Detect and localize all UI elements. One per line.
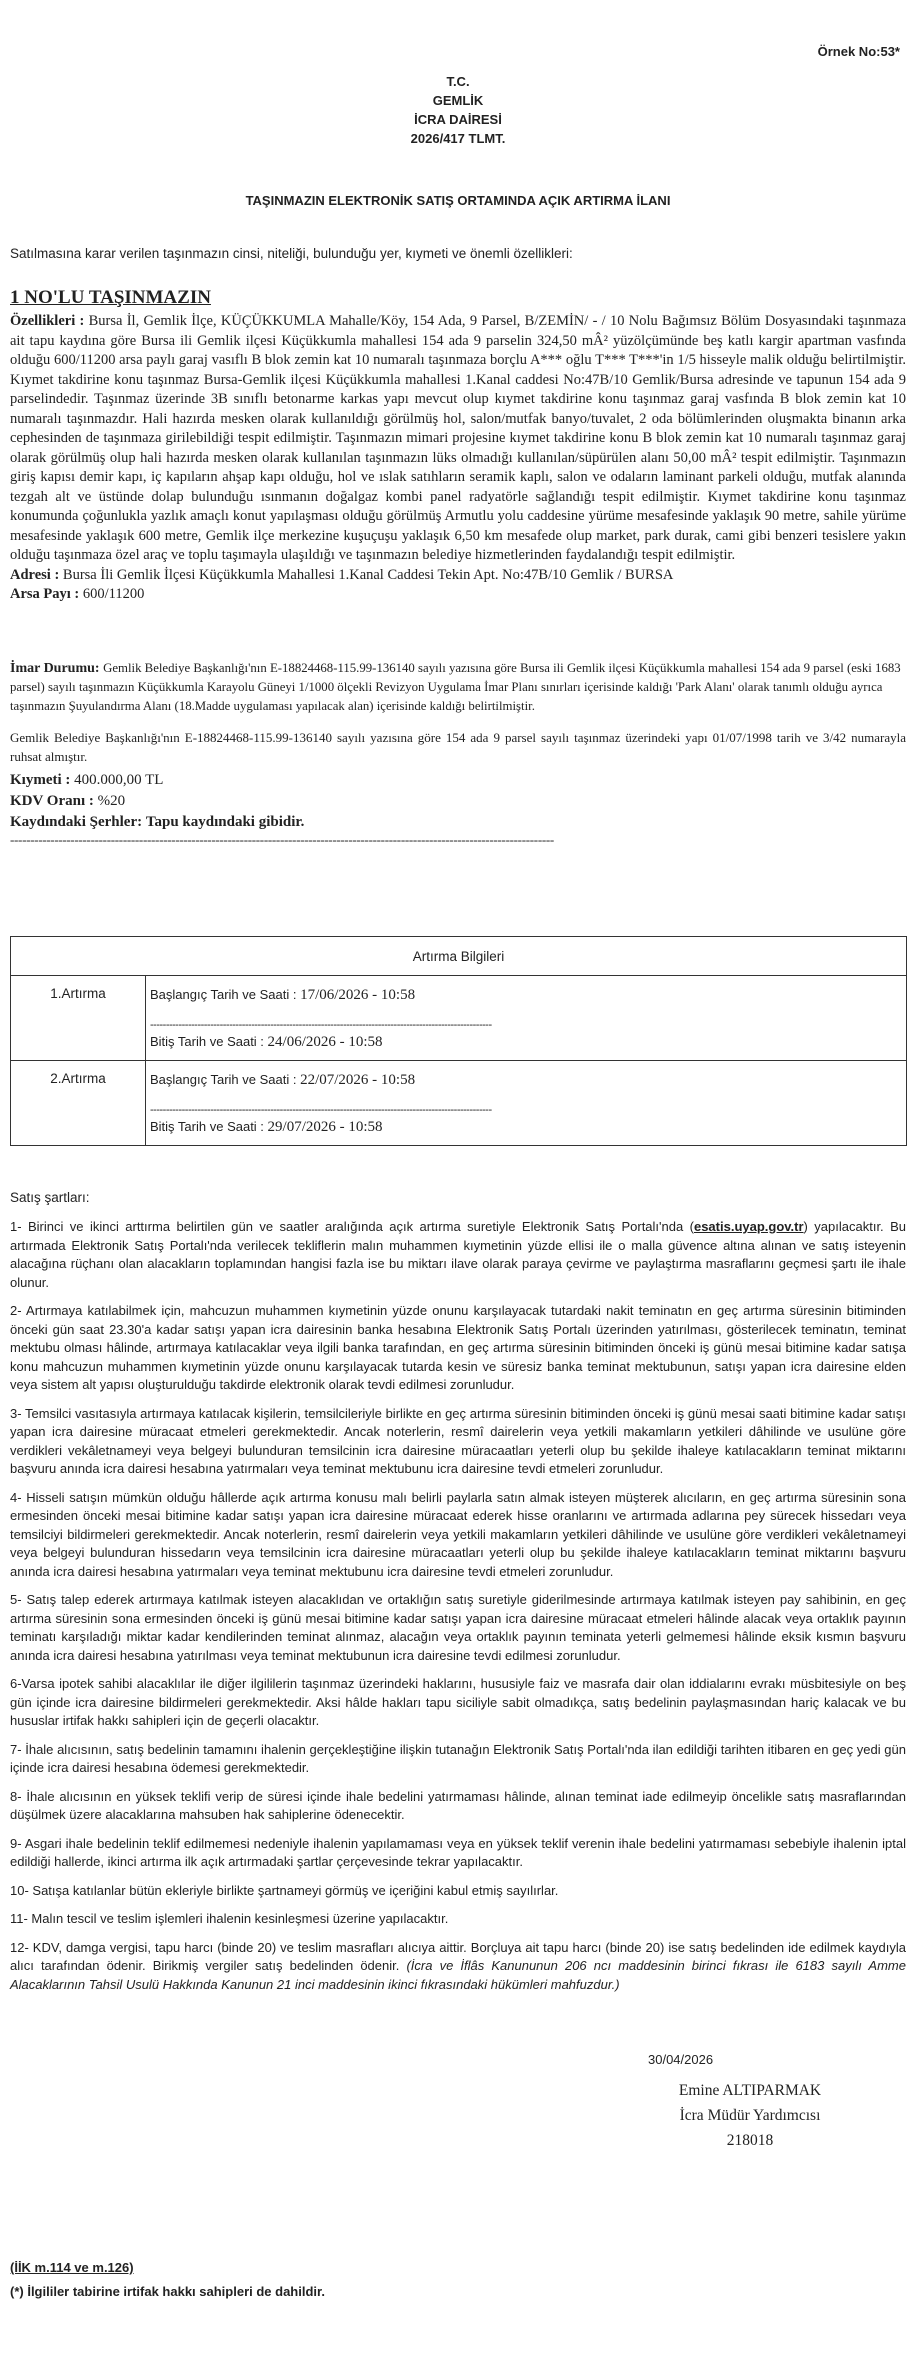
start-value: 22/07/2026 - 10:58	[300, 1072, 416, 1088]
signature-block	[630, 2078, 870, 2153]
auction-start	[150, 1072, 415, 1089]
header-tc: T.C.	[446, 74, 470, 89]
value-label: Kıymeti :	[10, 772, 71, 788]
property-share	[10, 585, 906, 605]
auction-end	[150, 1119, 383, 1136]
condition-1-post: ) yapılacaktır. Bu artırmada Elektronik Satış Portalı'nda verilecek tekliflerin malın muhammen kıymetinin yüzde ellisi ile o malla güvence altına alınan ve satış isteyenin alacağına rüçhanı olan alacakların toplamından hangisi fazla ise bu miktarı ilave olarak paraya çevirme ve paylaştırma masraflarını geçmesi şartı ile ihale olunur.	[10, 1219, 906, 1290]
condition-4: 4- Hisseli satışın mümkün olduğu hâllerde açık artırma konusu malı belirli paylarla satın almak isteyen müşterek alıcıların, en geç artırma süresinin sona ermesinden önceki mesai bitimine kadar satışı yapan icra dairesine müracaat ederek hisse oranlarını ve artırmada adlarına pey sürecek hissedarı veya temsilciyi bildirmeleri gerekmektedir. Ancak noterlerin, resmî dairelerin veya yetkili makamların yetkileri dâhilinde ve usulüne göre verdikleri vekâletnameyi veya belgeyi bulunduran hissedarın veya temsilcinin icra dairesine müracaatları yeterli olup bu şekilde ihaleye katılacakların teminat miktarını başvuru anında icra dairesi hesabına yatırmaları veya teminat mektubunu icra dairesine tevdi etmeleri zorunludur.	[10, 1489, 906, 1579]
conditions-title: Satış şartları:	[10, 1190, 90, 1205]
property-value	[10, 770, 304, 791]
kdv-label: KDV Oranı :	[10, 793, 94, 809]
auction-table	[10, 936, 907, 1146]
property-kdv	[10, 791, 304, 812]
property-address	[10, 566, 906, 586]
end-label: Bitiş Tarih ve Saati :	[150, 1119, 264, 1134]
condition-12	[10, 1939, 906, 1995]
condition-10: 10- Satışa katılanlar bütün ekleriyle birlikte şartnameyi görmüş ve içeriğini kabul etmiş sayılırlar.	[10, 1882, 559, 1898]
auction-start	[150, 987, 415, 1004]
footer-note: (*) İlgililer tabirine irtifak hakkı sahipleri de dahildir.	[10, 2284, 325, 2299]
value-text: 400.000,00 TL	[74, 772, 164, 788]
document-date: 30/04/2026	[648, 2052, 714, 2067]
property-title: 1 NO'LU TAŞINMAZIN	[10, 287, 211, 308]
zoning-text: Gemlik Belediye Başkanlığı'nın E-18824468-115.99-136140 sayılı yazısına göre Bursa ili Gemlik ilçesi Küçükkumla mahallesi 154 ada 9 parsel (eski 1683 parsel) sayılı taşınmazın Küçükkumla Karayolu Güneyi 1/1000 ölçekli Revizyon Uygulama İmar Planı sınırları içerisinde kaldığı 'Park Alanı' olarak tanımlı olduğu ayrıca taşınmazın Şuyulandırma Alanı (18.Madde uygulaması yapılacak alan) içerisinde kaldığı belirtilmiştir.	[10, 661, 901, 713]
signer-name: Emine ALTIPARMAK	[678, 2082, 822, 2099]
condition-1-pre: 1- Birinci ve ikinci arttırma belirtilen gün ve saatler aralığında açık artırma suretiyle Elektronik Satış Portalı'nda (	[10, 1219, 694, 1234]
building-permit-text: Gemlik Belediye Başkanlığı'nın E-18824468-115.99-136140 sayılı yazısına göre 154 ada 9 parsel sayılı taşınmaz üzerindeki yapı 01/07/1998 tarih ve 3/42 numarayla ruhsat almıştır.	[10, 730, 906, 764]
condition-12-italic: (İcra ve İflâs Kanununun 206 ncı maddesinin birinci fıkrası ile 6183 sayılı Amme Alacaklarının Tahsil Usulü Hakkında Kanunun 21 inci maddesinin ikinci fıkrasındaki hükümleri mahfuzdur.)	[10, 1958, 906, 1992]
signer-title: İcra Müdür Yardımcısı	[679, 2107, 821, 2124]
document-header	[10, 72, 906, 148]
announcement-title: TAŞINMAZIN ELEKTRONİK SATIŞ ORTAMINDA AÇIK ARTIRMA İLANI	[245, 193, 671, 208]
property-details	[10, 312, 906, 605]
sample-number: Örnek No:53*	[817, 44, 900, 59]
address-label: Adresi :	[10, 566, 60, 583]
intro-text: Satılmasına karar verilen taşınmazın cinsi, niteliği, bulunduğu yer, kıymeti ve önemli özellikleri:	[10, 246, 573, 261]
start-label: Başlangıç Tarih ve Saati :	[150, 987, 297, 1002]
start-label: Başlangıç Tarih ve Saati :	[150, 1072, 297, 1087]
divider-dashes: ---------------------------------------------------------------------------------------------------------------------------------------	[10, 832, 554, 847]
end-label: Bitiş Tarih ve Saati :	[150, 1034, 264, 1049]
condition-3: 3- Temsilci vasıtasıyla artırmaya katılacak kişilerin, temsilcileriyle birlikte en geç artırma süresinin bitiminden önceki iş günü mesai saati bitimine kadar satışı yapan icra dairesine müracaat etmeleri gerekmektedir. Ancak noterlerin, resmî dairelerin veya yetkili makamların yetkileri dâhilinde ve usulüne göre verdikleri vekâletnameyi veya belgeyi bulunduran temsilcinin icra dairesine müracaatları yeterli olup bu şekilde ihaleye katılacakların teminat miktarını başvuru anında icra dairesi hesabına yatırmaları veya teminat mektubunu icra dairesine tevdi etmeleri zorunludur.	[10, 1405, 906, 1476]
condition-12-text: 12- KDV, damga vergisi, tapu harcı (binde 20) ve teslim masrafları alıcıya aittir. Borçluya ait tapu harcı (binde 20) ise satış bedelinden ide edilmek kaydıyla alıcı tarafından ödenir. Birikmiş vergiler satış bedelinden ödenir.	[10, 1939, 906, 1973]
condition-6: 6-Varsa ipotek sahibi alacaklılar ile diğer ilgililerin taşınmaz üzerindeki haklarını, hususiyle faiz ve masrafa dair olan iddialarını evrakı müsbitesiyle on beş gün içinde icra dairesine bildirmeleri gerekmektedir. Aksi hâlde hakları tapu siciliyle sabit olmadıkça, satış bedelinin paylaşmasından hariç kalacak ve bu hususlar irtifak hakkı sahipleri için de geçerli olacaktır.	[10, 1676, 906, 1728]
zoning-status	[10, 659, 906, 716]
serh-label: Kaydındaki Şerhler:	[10, 814, 143, 830]
features-text: Bursa İl, Gemlik İlçe, KÜÇÜKKUMLA Mahalle/Köy, 154 Ada, 9 Parsel, B/ZEMİN/ - / 10 Nolu Bağımsız Bölüm Dosyasındaki taşınmaza ait tapu kaydına göre Bursa ili Gemlik ilçesi Küçükkumla mahallesi 154 ada 9 parselin 324,50 mÂ² yüzölçümünde beş katlı kargir apartman vasfında olduğu 600/11200 arsa paylı garaj vasıflı B blok zemin kat 10 numaralı taşınmaza borçlu A*** oğlu T*** T***'in 1/5 hisseyle malik olduğu belirtilmiştir. Kıymet takdirine konu taşınmaz Bursa-Gemlik ilçesi Küçükkumla mahallesi 1.Kanal caddesi No:47B/10 Gemlik/Bursa adresinde ve tapunun 154 ada 9 parselindedir. Taşınmaz üzerinde 3B sınıflı betonarme karkas yapı mevcut olup kıymet takdirine konu taşınmaz garaj vasfında B blok zemin kat 10 numaralı taşınmazdır. Hali hazırda mesken olarak kullanıldığı görülmüş hol, salon/mutfak banyo/tuvalet, 2 oda bölümlerinden oluşmakta binanın arka cephesinden de taşınmaza girilebildiği tespit edilmiştir. Taşınmazın mimari projesine kıymet takdirine konu B blok zemin kat 10 numaralı taşınmaz garaj olarak görülmüş olup hali hazırda mesken olarak kullanılan taşınmazın lüks olmadığı kullanılan/süpürülen alanı 50,00 mÂ² tespit edilmiştir. Taşınmazın giriş kapısı demir kapı, iç kapıların ahşap kapı olduğu, hol ve ıslak satıhların seramik kaplı, salon ve odaların laminant parkeli olduğu, mutfak alanında tezgah alt ve üstünde dolap bulunduğu ısınmanın doğalgaz kombi panel radyatörle sağlandığı tespit edilmiştir. Kıymet takdirine konu taşınmaz konumunda çoğunlukla yazlık amaçlı konut yapılaşması olduğu görülmüş Armutlu yolu caddesine yürüme mesafesinde yaklaşık 90 metre, sahile yürüme mesafesinde yaklaşık 600 metre, Gemlik ilçe merkezine kuşuçuşu yaklaşık 6,50 km mesafede olup market, park durak, cami gibi benzeri tesislere yakın olduğu taşınmaza özel araç ve toplu taşımayla ulaşıldığı ve taşınmazın belediye hizmetlerinden faydalandığı tespit edilmiştir.	[10, 313, 907, 563]
property-values	[10, 770, 304, 833]
features-label: Özellikleri :	[10, 313, 85, 329]
property-features	[10, 312, 906, 566]
property-annotations	[10, 812, 304, 833]
serh-text: Tapu kaydındaki gibidir.	[145, 814, 305, 830]
auction-label: 2.Artırma	[11, 1061, 146, 1146]
condition-8: 8- İhale alıcısının en yüksek teklifi verip de süresi içinde ihale bedelini yatırmaması hâlinde, alınan teminat iade edilmeyip öncelikle satış masraflarından düşülmek üzere alacaklarına mahsuben hak sahiplerine ödenecektir.	[10, 1788, 906, 1822]
header-office: İCRA DAİRESİ	[414, 112, 502, 127]
header-file-number: 2026/417 TLMT.	[410, 131, 506, 146]
end-value: 24/06/2026 - 10:58	[267, 1034, 383, 1050]
auction-separator: ------------------------------------------------------------------------------------------------------------	[150, 1019, 492, 1031]
condition-2: 2- Artırmaya katılabilmek için, mahcuzun muhammen kıymetinin yüzde onunu karşılayacak tutardaki nakit teminatın en geç artırma süresinin bitiminden önceki gün saat 23.30'a kadar satışı yapan icra dairesinin banka hesabına Elektronik Satış Portalı üzerinden yatırılması, gösterilecek teminatın, teminat mektubu olması hâlinde, artırmaya katılacaklar veya ilgili banka tarafından, en geç artırma süresinin bitiminden önceki iş günü mesai bitimine kadar satışa konu mahcuzun muhammen kıymetinin yüzde onunu karşılayacak tutarda kesin ve süresiz banka teminat mektubunun, satışı yapan icra dairesine elden veya sistem alt yapısı oluşturulduğu takdirde elektronik olarak tevdi edilmesi zorunludur.	[10, 1303, 906, 1392]
condition-9: 9- Asgari ihale bedelinin teklif edilmemesi nedeniyle ihalenin yapılamaması veya en yüksek teklif verenin ihale bedelini yatırmaması sebebiyle ihalenin iptal edildiği hallerde, ikinci artırma ilk açık artırmadaki şartlar çerçevesinde tekrar yapılacaktır.	[10, 1835, 906, 1869]
esatis-link[interactable]: esatis.uyap.gov.tr	[693, 1219, 804, 1234]
zoning-label: İmar Durumu:	[10, 661, 100, 676]
address-text: Bursa İli Gemlik İlçesi Küçükkumla Mahallesi 1.Kanal Caddesi Tekin Apt. No:47B/10 Gemlik / BURSA	[62, 566, 674, 583]
auction-table-title: Artırma Bilgileri	[11, 937, 907, 976]
end-value: 29/07/2026 - 10:58	[267, 1119, 383, 1135]
kdv-text: %20	[97, 793, 126, 809]
auction-label: 1.Artırma	[11, 976, 146, 1061]
header-city: GEMLİK	[432, 93, 484, 108]
law-reference: (İİK m.114 ve m.126)	[10, 2260, 134, 2275]
auction-dates	[146, 1061, 907, 1146]
auction-row	[11, 976, 907, 1061]
auction-dates	[146, 976, 907, 1061]
auction-separator: ------------------------------------------------------------------------------------------------------------	[150, 1104, 492, 1116]
start-value: 17/06/2026 - 10:58	[300, 987, 416, 1003]
condition-7: 7- İhale alıcısının, satış bedelinin tamamını ihalenin gerçekleştiğine ilişkin tutanağın Elektronik Satış Portalı'nda ilan edildiği tarihten itibaren en geç yedi gün içinde icra dairesi hesabına ödemesi gerekmektedir.	[10, 1741, 906, 1775]
auction-end	[150, 1034, 383, 1051]
condition-11: 11- Malın tescil ve teslim işlemleri ihalenin kesinleşmesi üzerine yapılacaktır.	[10, 1911, 449, 1926]
condition-5: 5- Satış talep ederek artırmaya katılmak isteyen alacaklıdan ve ortaklığın satış suretiyle giderilmesinde artırmaya katılmak isteyen pay sahibinin, en geç artırma süresinin sona ermesinden önceki iş günü mesai bitimine kadar satışı yapan icra dairesine müracaat etmeleri hâlinde alacak veya ortaklık payının teminatı karşıladığı miktar kadar kendilerinden teminat alınmaz, alacağın veya ortaklık payının teminata yeterli gelmemesi hâlinde eksik kısmın başvuru anında icra dairesi hesabına yatırılması veya teminat mektubunun icra dairesine tevdi edilmesi zorunludur.	[10, 1592, 906, 1663]
signer-number: 218018	[726, 2132, 774, 2149]
share-label: Arsa Payı :	[10, 586, 80, 602]
sale-conditions	[10, 1218, 906, 2004]
share-text: 600/11200	[82, 586, 145, 602]
auction-row	[11, 1061, 907, 1146]
condition-1	[10, 1218, 906, 1292]
